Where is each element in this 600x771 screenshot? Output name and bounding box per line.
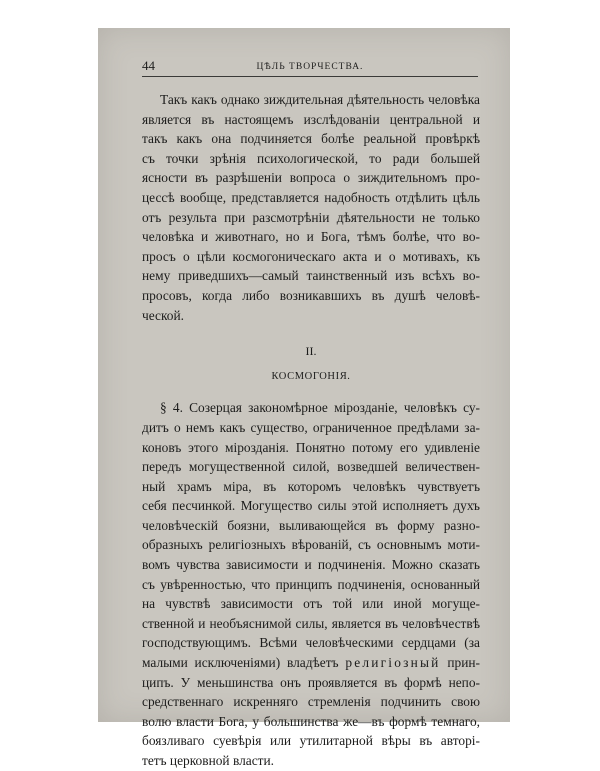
- text-line: на чувствѣ зависимости отъ той или иной могуще-: [142, 596, 480, 612]
- spaced-emphasis-word: религіозный: [345, 655, 441, 671]
- paragraph-2: [142, 398, 480, 770]
- text-line: человѣческій боязни, выливающейся въ форму разно-: [142, 517, 480, 533]
- text-line: нему приведшихъ—самый таинственный изъ всѣхъ во-: [142, 268, 480, 284]
- text-line: § 4. Созерцая закономѣрное мірозданіе, человѣкъ су-: [160, 400, 480, 416]
- text-line: волю власти Бога, у большинства же—въ формѣ темнаго,: [142, 713, 480, 729]
- text-line: ный храмъ міра, въ которомъ человѣкъ чувствуетъ: [142, 478, 480, 494]
- page-header: [142, 58, 478, 77]
- page-body: [142, 90, 480, 771]
- book-page: [98, 28, 510, 768]
- text-line: тетъ церковной власти.: [142, 753, 275, 768]
- text-line: ственной и необъяснимой силы, является въ человѣчествѣ: [142, 615, 480, 631]
- text-line: боязливаго суевѣрія или утилитарной вѣры въ авторі-: [142, 733, 480, 749]
- text-line: господствующимъ. Всѣми человѣческими сердцами (за: [142, 635, 480, 651]
- text-line: является въ настоящемъ изслѣдованіи центральной и: [142, 111, 480, 127]
- text-fragment: малыми исключеніями) владѣетъ: [142, 655, 339, 671]
- text-line: такъ какъ она подчиняется болѣе реальной провѣркѣ: [142, 131, 480, 147]
- text-fragment: прин-: [447, 655, 480, 671]
- text-line: Такъ какъ однако зиждительная дѣятельность человѣка: [160, 92, 480, 107]
- text-line: цессѣ вообще, представляется надобность отдѣлить цѣль: [142, 189, 480, 205]
- text-line: дитъ о немъ какъ существо, ограниченное предѣлами за-: [142, 419, 480, 435]
- text-line: просъ о цѣли космогоническаго акта и о мотивахъ, къ: [142, 248, 480, 264]
- text-line: ясности въ разрѣшеніи вопроса о зиждительномъ про-: [142, 170, 480, 186]
- text-line: коновъ этого мірозданія. Понятно потому его удивленіе: [142, 439, 480, 455]
- section-title: КОСМОГОНІЯ.: [271, 370, 351, 382]
- paragraph-1: [142, 90, 480, 325]
- text-line-with-spaced-word: [142, 653, 480, 673]
- text-line: просовъ, когда либо возникавшихъ въ душѣ человѣ-: [142, 287, 480, 303]
- text-line: съ точки зрѣнія психологической, то ради большей: [142, 150, 480, 166]
- text-line: человѣка и животнаго, но и Бога, тѣмъ болѣе, что во-: [142, 229, 480, 245]
- text-line: средственнаго искренняго стремленія подчинить свою: [142, 694, 480, 710]
- text-line: ческой.: [142, 307, 184, 323]
- text-line: отъ результа при разсмотрѣніи дѣятельности не только: [142, 209, 480, 225]
- text-line: образныхъ религіозныхъ вѣрованій, съ основнымъ моти-: [142, 537, 480, 553]
- text-line: вомъ чувства зависимости и подчиненія. Можно сказать: [142, 557, 480, 573]
- section-number: II.: [305, 344, 317, 359]
- text-line: передъ могущественной силой, возведшей величествен-: [142, 459, 480, 475]
- text-line: съ увѣренностью, что принципъ подчиненія, основанный: [142, 576, 480, 592]
- text-line: ципъ. У меньшинства онъ проявляется въ формѣ непо-: [142, 674, 480, 690]
- text-line: себя песчинкой. Могущество силы этой исполняетъ духъ: [142, 498, 480, 514]
- running-title: ЦѢЛЬ ТВОРЧЕСТВА.: [256, 62, 364, 72]
- page-number: 44: [142, 58, 155, 73]
